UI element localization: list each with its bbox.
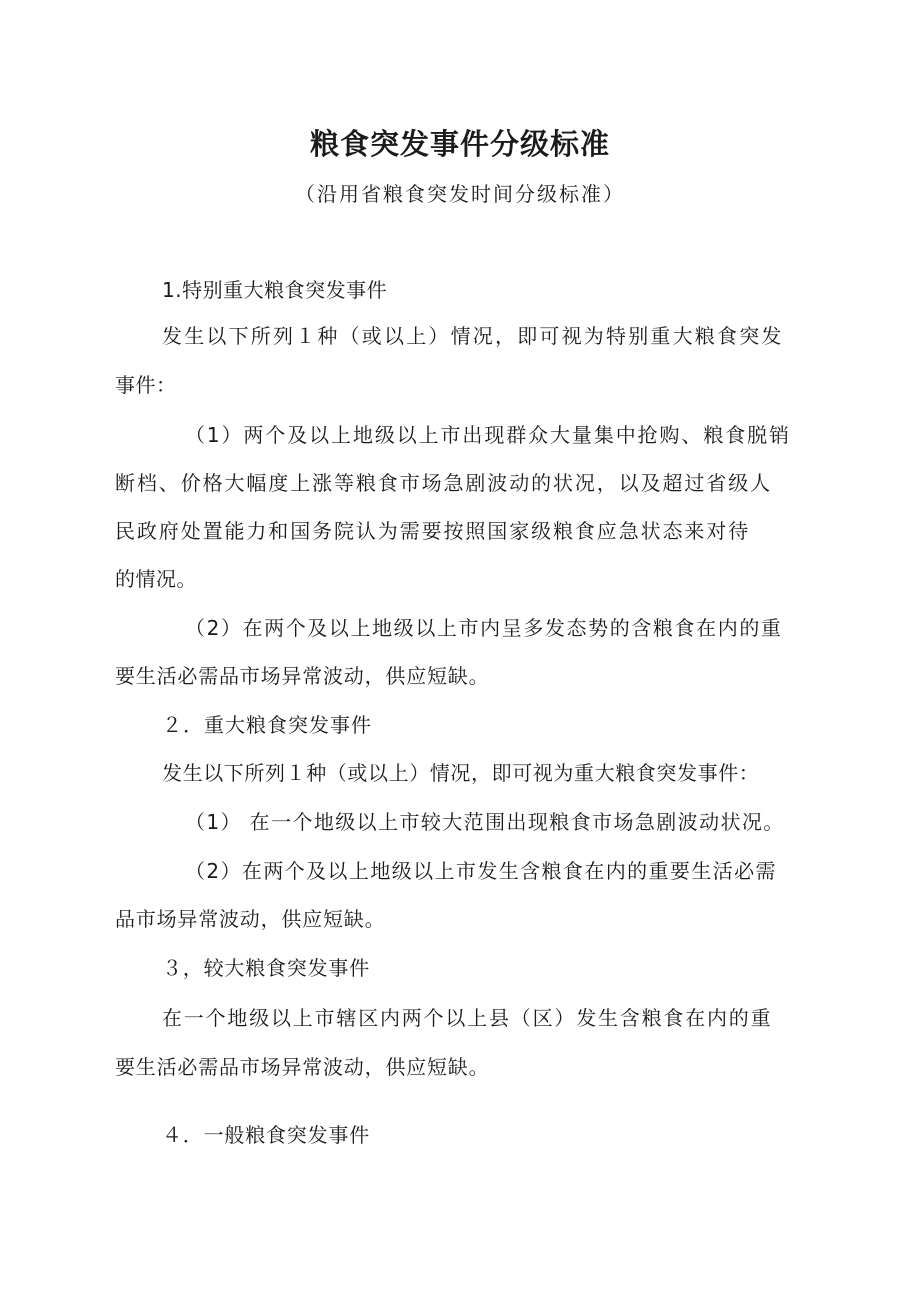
paragraph-line: （1） 在一个地级以上市较大范围出现粮食市场急剧波动状况。 [185,810,785,834]
paragraph-line: 民政府处置能力和国务院认为需要按照国家级粮食应急状态来对待 [115,519,751,543]
paragraph-line: 断档、价格大幅度上涨等粮食市场急剧波动的状况，以及超过省级人 [115,471,772,495]
section-heading-4: ４．一般粮食突发事件 [162,1123,370,1147]
paragraph-line: 要生活必需品市场异常波动，供应短缺。 [115,1055,490,1079]
document-title: 粮食突发事件分级标准 [309,127,610,161]
paragraph-line: 在一个地级以上市辖区内两个以上县（区）发生含粮食在内的重 [162,1006,773,1030]
section-heading-3: ３，较大粮食突发事件 [162,956,370,980]
paragraph-line: 发生以下所列１种（或以上）情况，即可视为特别重大粮食突发 [162,324,784,348]
paragraph-line: 发生以下所列１种（或以上）情况，即可视为重大粮食突发事件： [162,761,760,785]
paragraph-line: 品市场异常波动，供应短缺。 [115,907,386,931]
paragraph-line: 的情况。 [115,567,197,591]
paragraph-line: 事件： [115,373,177,397]
section-heading-2: ２．重大粮食突发事件 [162,713,372,737]
paragraph-line: （1）两个及以上地级以上市出现群众大量集中抢购、粮食脱销 [185,423,791,447]
paragraph-line: （2）在两个及以上地级以上市内呈多发态势的含粮食在内的重 [185,616,783,640]
document-subtitle: （沿用省粮食突发时间分级标准） [295,182,625,206]
paragraph-line: 要生活必需品市场异常波动，供应短缺。 [115,664,490,688]
section-heading-1: 1.特别重大粮食突发事件 [162,278,388,302]
paragraph-line: （2）在两个及以上地级以上市发生含粮食在内的重要生活必需 [185,859,777,883]
